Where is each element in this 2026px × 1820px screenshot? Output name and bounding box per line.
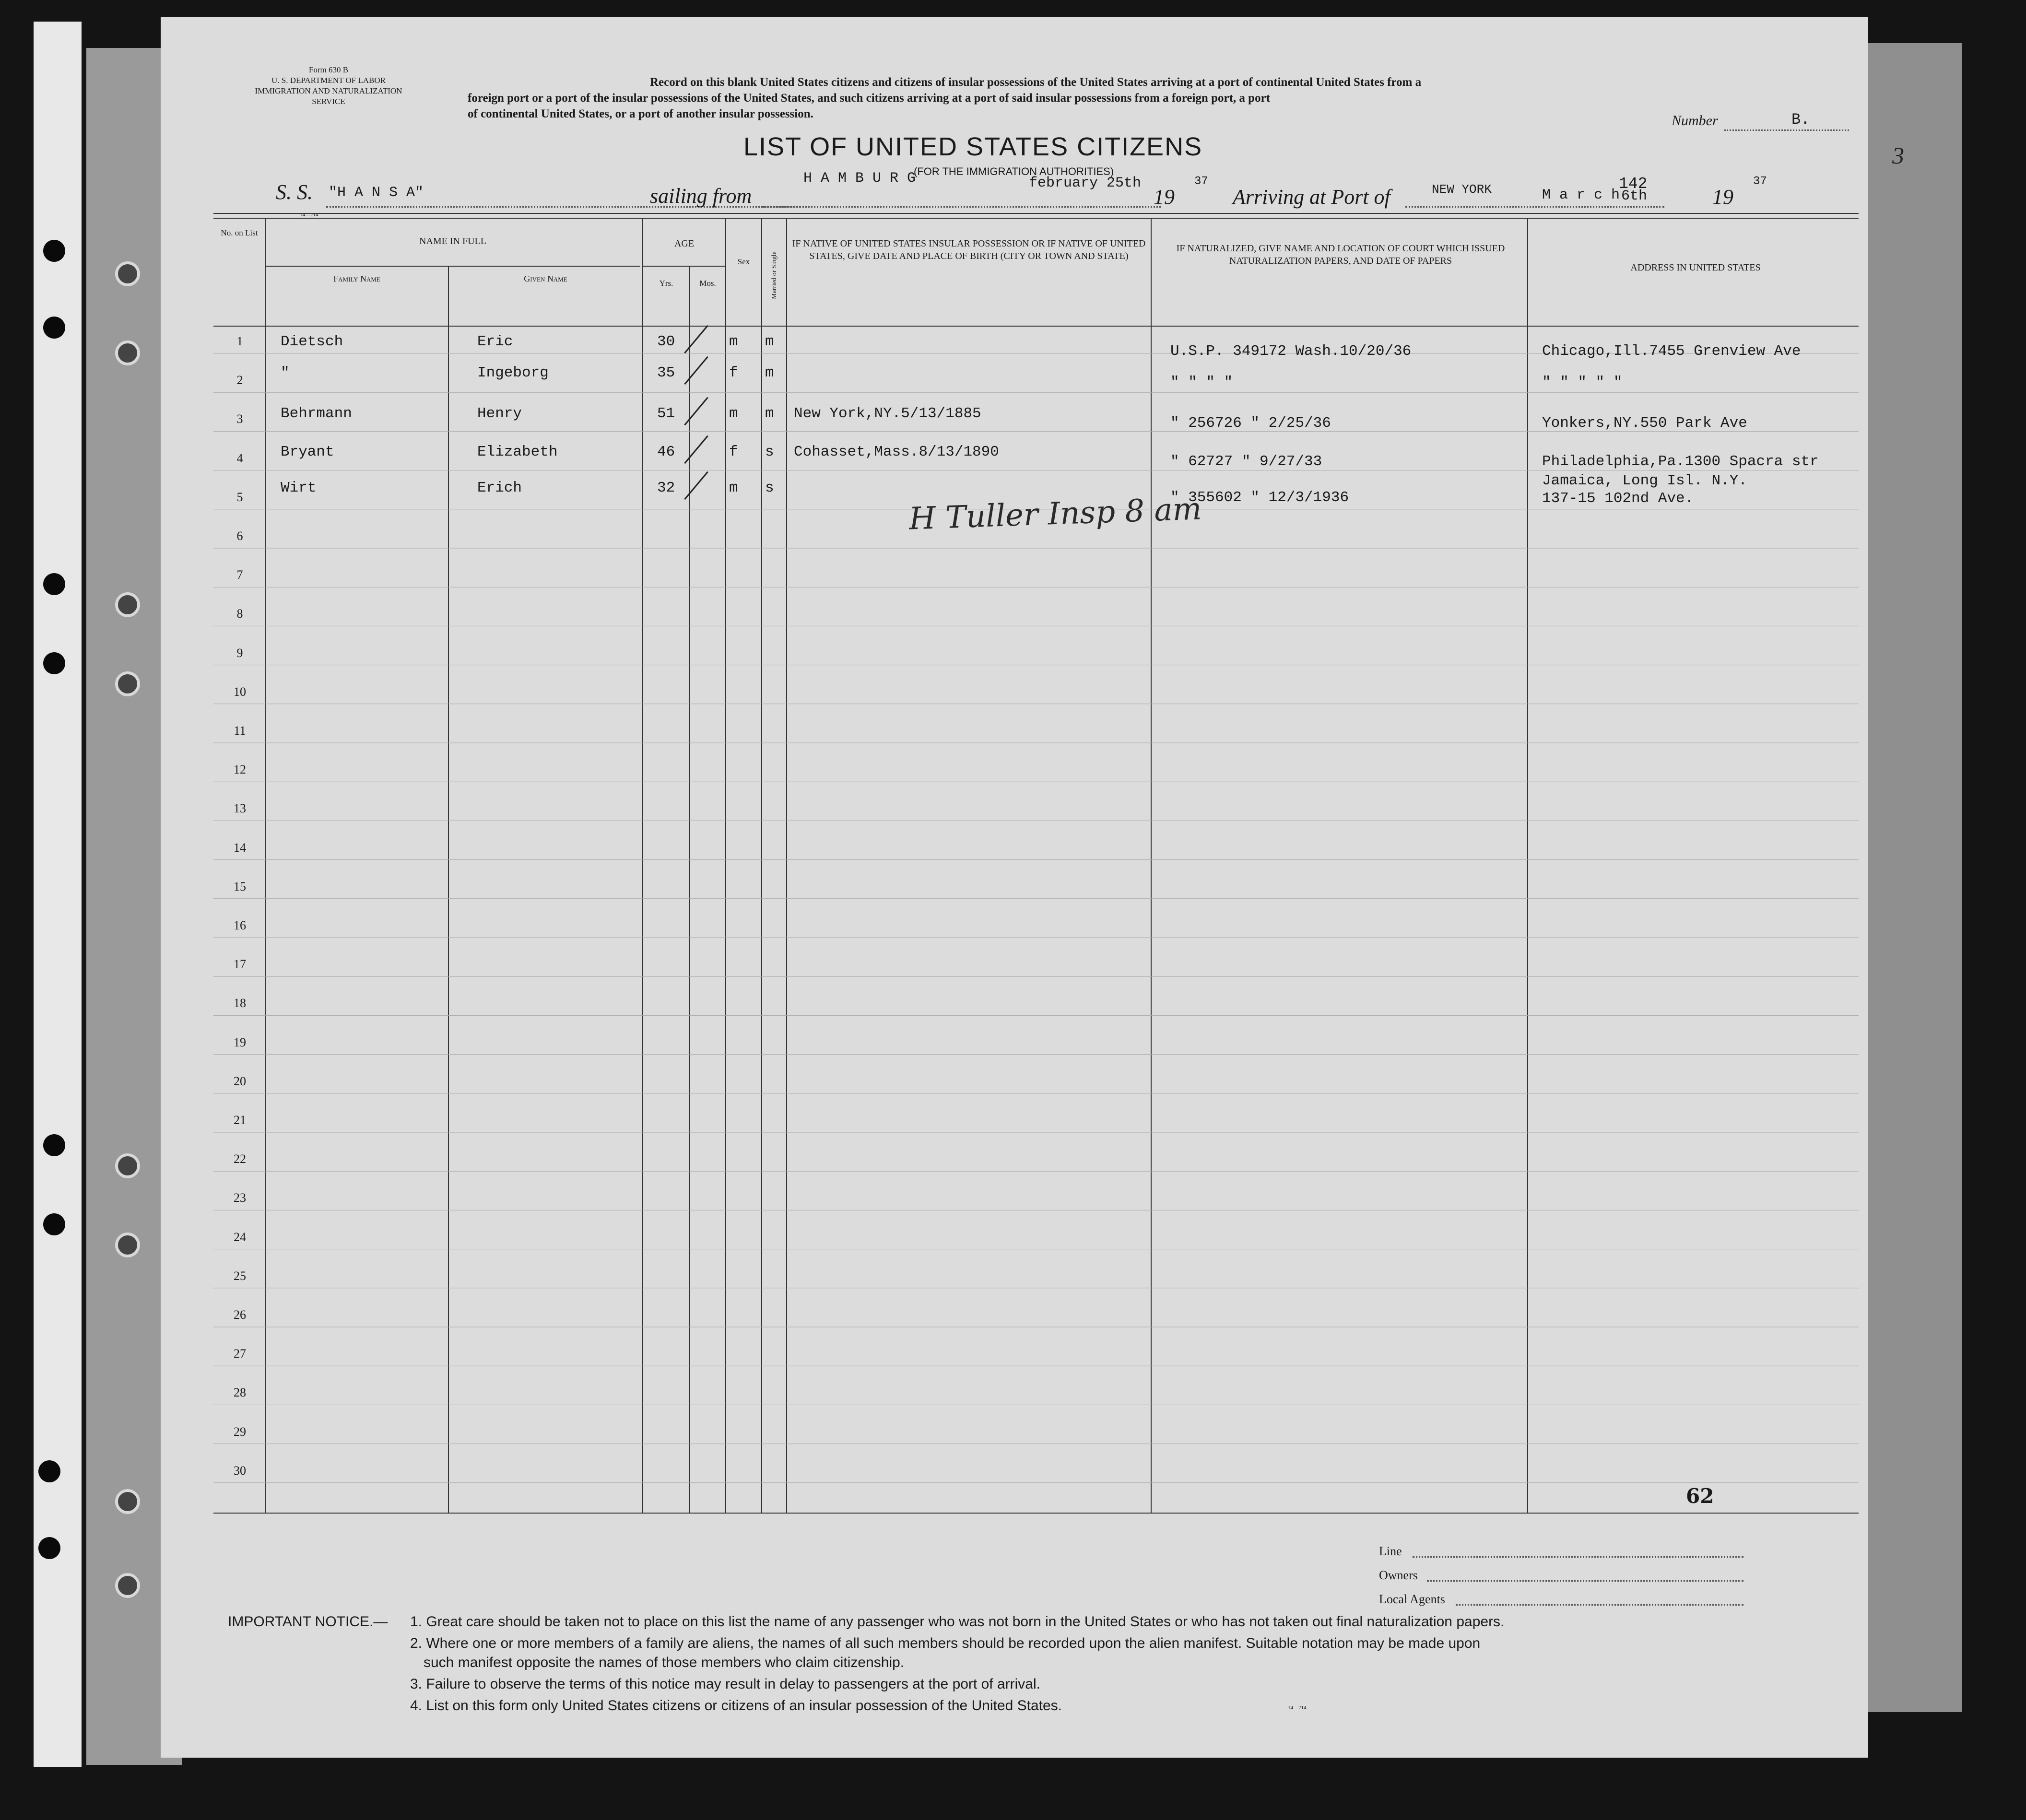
row-number: 30	[234, 1463, 246, 1478]
cell-marital: s	[765, 444, 774, 460]
punch-hole	[43, 573, 65, 595]
row-number: 26	[234, 1308, 246, 1322]
form-page	[161, 17, 1904, 1758]
col-mos: Mos.	[699, 279, 716, 288]
margin-mark: 3	[1892, 142, 1904, 169]
form-subtitle: (FOR THE IMMIGRATION AUTHORITIES)	[914, 165, 1114, 177]
cell-marital: s	[765, 480, 774, 496]
row-number: 17	[234, 957, 246, 972]
punch-hole	[43, 240, 65, 262]
instruction-line: Record on this blank United States citizens and citizens of insular possessions of the United States arriving at a port of continental United States from a	[650, 76, 1422, 89]
punch-hole	[43, 1134, 65, 1156]
page-number: 62	[1686, 1484, 1714, 1508]
ship-name: "H A N S A"	[329, 185, 424, 201]
number-value: B.	[1791, 111, 1810, 129]
arrival-day: 6th	[1621, 188, 1648, 204]
col-age: AGE	[674, 238, 695, 249]
arrival-port: NEW YORK	[1432, 182, 1492, 197]
row-number: 5	[236, 490, 243, 504]
binder-strip	[34, 22, 82, 1767]
instruction-line: of continental United States, or a port of another insular possession.	[468, 107, 813, 120]
cell-sex: m	[729, 480, 738, 496]
notice-item-3: 3. Failure to observe the terms of this notice may result in delay to passengers at the port of arrival.	[410, 1676, 1040, 1692]
binder-eyelet	[115, 1489, 140, 1514]
owners-field[interactable]	[1427, 1580, 1743, 1582]
row-number: 15	[234, 879, 246, 893]
cell-sex: m	[729, 333, 738, 350]
service: IMMIGRATION AND NATURALIZATION SERVICE	[255, 86, 402, 106]
cell-papers: " 62727 " 9/27/33	[1170, 453, 1322, 470]
col-married-single: Married or Single	[770, 251, 778, 299]
cell-papers: " 256726 " 2/25/36	[1170, 415, 1331, 432]
cell-family: Behrmann	[281, 405, 352, 422]
cell-papers: U.S.P. 349172 Wash.10/20/36	[1170, 343, 1412, 360]
departure-date: february 25th	[1029, 175, 1142, 191]
number-label: Number	[1672, 113, 1718, 129]
binder-eyelet	[115, 261, 140, 286]
binder-eyelet	[115, 1573, 140, 1598]
cell-marital: m	[765, 405, 774, 422]
row-number: 13	[234, 801, 246, 816]
row-number: 6	[236, 529, 243, 543]
year-prefix: 19	[1154, 185, 1175, 209]
cell-family: Wirt	[281, 480, 317, 496]
cell-address: Yonkers,NY.550 Park Ave	[1542, 415, 1747, 432]
arrival-year: 37	[1753, 175, 1767, 188]
cell-papers: " " " "	[1170, 374, 1233, 391]
cell-marital: m	[765, 364, 774, 381]
row-number: 23	[234, 1191, 246, 1205]
cell-sex: f	[729, 364, 738, 381]
row-number: 2	[236, 373, 243, 387]
punch-hole	[38, 1460, 60, 1482]
line-field[interactable]	[1413, 1556, 1743, 1558]
cell-birth: New York,NY.5/13/1885	[794, 405, 981, 422]
binder-eyelet	[115, 671, 140, 696]
cell-address: Jamaica, Long Isl. N.Y.	[1542, 472, 1747, 489]
printer-line: 14—214	[300, 212, 318, 218]
row-number: 20	[234, 1074, 246, 1088]
punch-hole	[43, 317, 65, 339]
punch-hole	[38, 1537, 60, 1559]
row-number: 25	[234, 1268, 246, 1283]
arrival-day-overwrite: 142	[1619, 175, 1648, 193]
cell-yrs: 35	[657, 364, 675, 381]
right-sheet-edge	[1866, 43, 1962, 1712]
cell-marital: m	[765, 333, 774, 350]
arrival-month: M a r c h	[1542, 187, 1620, 203]
cell-address: " " " " "	[1542, 374, 1623, 391]
punch-hole	[43, 652, 65, 674]
arriving-label: Arriving at Port of	[1233, 185, 1390, 209]
cell-family: "	[281, 364, 290, 381]
col-given-name: Given Name	[524, 274, 567, 283]
col-family-name: Family Name	[333, 274, 380, 283]
notice-item-4: 4. List on this form only United States citizens or citizens of an insular possession of the United States.	[410, 1698, 1062, 1714]
notice-item-1: 1. Great care should be taken not to place on this list the name of any passenger who was not born in the United States or who has not taken out final naturalization papers.	[410, 1614, 1505, 1630]
cell-birth: Cohasset,Mass.8/13/1890	[794, 444, 999, 460]
cell-given: Ingeborg	[477, 364, 549, 381]
cell-given: Eric	[477, 333, 513, 350]
row-number: 21	[234, 1113, 246, 1127]
local-agents-label: Local Agents	[1379, 1592, 1445, 1606]
col-address: ADDRESS IN UNITED STATES	[1630, 262, 1761, 273]
cell-address: Chicago,Ill.7455 Grenview Ave	[1542, 343, 1801, 360]
row-number: 12	[234, 763, 246, 777]
notice-item-2: 2. Where one or more members of a family are aliens, the names of all such members should be recorded upon the alien manifest. Suitable notation may be made upon	[410, 1635, 1481, 1651]
col-name-in-full: NAME IN FULL	[419, 236, 486, 247]
row-number: 8	[236, 607, 243, 621]
instruction-line: foreign port or a port of the insular possessions of the United States, and such citizens arriving at a port of said insular possessions from a foreign port, a port	[468, 92, 1270, 105]
cell-address-line2: 137-15 102nd Ave.	[1542, 490, 1694, 507]
ss-label: S. S.	[276, 180, 313, 204]
arrival-year-prefix: 19	[1712, 185, 1733, 209]
cell-given: Erich	[477, 480, 522, 496]
cell-sex: f	[729, 444, 738, 460]
row-number: 18	[234, 996, 246, 1010]
cell-given: Henry	[477, 405, 522, 422]
col-yrs: Yrs.	[659, 279, 673, 288]
row-number: 9	[236, 646, 243, 660]
row-number: 19	[234, 1035, 246, 1049]
line-label: Line	[1379, 1544, 1402, 1558]
row-number: 1	[236, 334, 243, 348]
row-number: 14	[234, 840, 246, 855]
col-sex: Sex	[737, 257, 750, 266]
binder-eyelet	[115, 1153, 140, 1178]
cell-given: Elizabeth	[477, 444, 558, 460]
binder-eyelet	[115, 1233, 140, 1257]
row-number: 4	[236, 451, 243, 465]
row-number: 24	[234, 1230, 246, 1244]
binder-eyelet	[115, 341, 140, 365]
owners-label: Owners	[1379, 1568, 1418, 1582]
cell-papers: " 355602 " 12/3/1936	[1170, 489, 1349, 506]
row-number: 28	[234, 1386, 246, 1400]
row-number: 27	[234, 1347, 246, 1361]
local-agents-field[interactable]	[1456, 1604, 1743, 1606]
departure-port: H A M B U R G	[803, 170, 916, 187]
cell-family: Bryant	[281, 444, 334, 460]
row-number: 10	[234, 684, 246, 699]
punch-hole	[43, 1213, 65, 1235]
row-number: 22	[234, 1152, 246, 1166]
form-title: LIST OF UNITED STATES CITIZENS	[743, 132, 1203, 161]
cell-address: Philadelphia,Pa.1300 Spacra str	[1542, 453, 1819, 470]
cell-yrs: 51	[657, 405, 675, 422]
row-number: 7	[236, 568, 243, 582]
form-id: Form 630 B	[308, 65, 349, 74]
cell-sex: m	[729, 405, 738, 422]
departure-year: 37	[1194, 175, 1208, 188]
cell-yrs: 46	[657, 444, 675, 460]
binder-eyelet	[115, 592, 140, 617]
notice-form-code: 14—214	[1288, 1705, 1307, 1711]
inspector-handwritten-note: H Tuller Insp 8 am	[908, 491, 1202, 537]
col-no: No. on List	[221, 228, 258, 237]
notice-heading: IMPORTANT NOTICE.—	[228, 1614, 388, 1630]
row-number: 29	[234, 1424, 246, 1439]
cell-yrs: 30	[657, 333, 675, 350]
row-number: 11	[234, 724, 246, 738]
sailing-from-label: sailing from	[650, 184, 752, 208]
row-number: 16	[234, 918, 246, 932]
department: U. S. DEPARTMENT OF LABOR	[271, 76, 386, 85]
cell-family: Dietsch	[281, 333, 343, 350]
col-native-birth: IF NATIVE OF UNITED STATES INSULAR POSSESSION OR IF NATIVE OF UNITED STATES, GIVE DATE AND PLACE OF BIRTH (CITY OR TOWN AND STATE)	[792, 238, 1146, 261]
notice-item-2-cont: such manifest opposite the names of those members who claim citizenship.	[424, 1655, 905, 1670]
row-number: 3	[236, 412, 243, 426]
col-naturalized: IF NATURALIZED, GIVE NAME AND LOCATION OF COURT WHICH ISSUED NATURALIZATION PAPERS, AND DATE OF PAPERS	[1176, 243, 1505, 266]
cell-yrs: 32	[657, 480, 675, 496]
